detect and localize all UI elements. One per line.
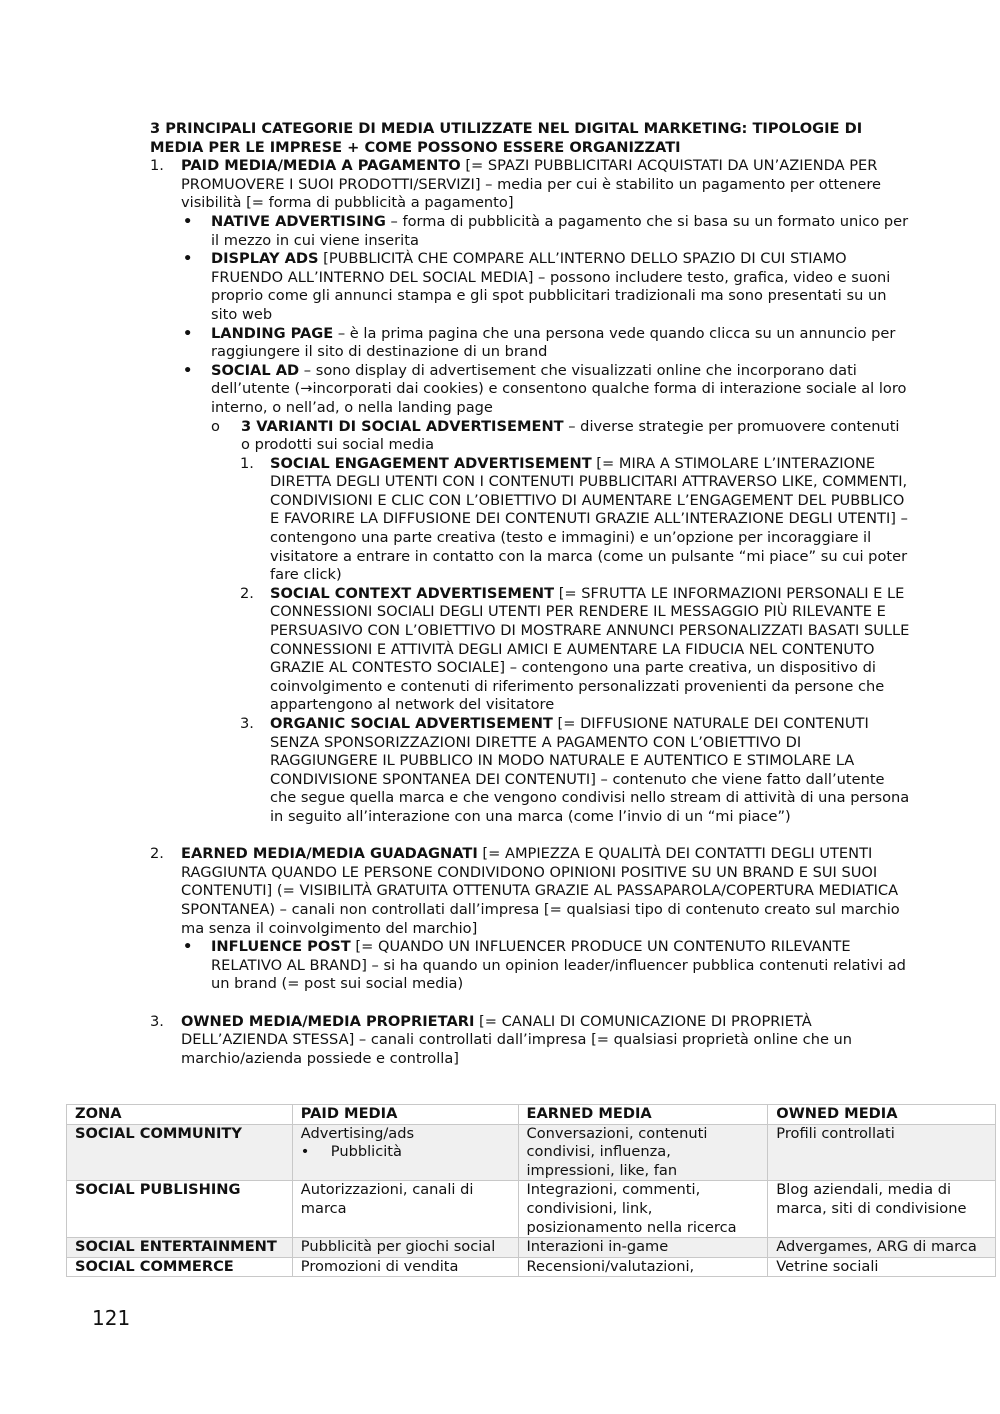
bullet-native-advertising [150,213,910,250]
item-number: 2. [150,845,164,863]
zone-cell: SOCIAL ENTERTAINMENT [67,1238,293,1258]
variant-heading: SOCIAL ENGAGEMENT ADVERTISEMENT [270,454,592,472]
owned-media-text: [= CANALI DI COMUNICAZIONE DI PROPRIETÀ DELL’AZIENDA STESSA] – canali controllati dall’impresa [= qualsiasi proprietà online che un marchio/azienda possiede e controlla] [181,1012,853,1067]
paid-cell: Autorizzazioni, canali di marca [292,1181,518,1238]
bullet-icon: • [183,938,193,956]
variants-heading: 3 VARIANTI DI SOCIAL ADVERTISEMENT [241,417,564,435]
paid-cell: Pubblicità per giochi social [292,1238,518,1258]
paid-media-heading: PAID MEDIA/MEDIA A PAGAMENTO [181,157,461,175]
paid-cell [292,1124,518,1181]
variant-text: [= MIRA A STIMOLARE L’INTERAZIONE DIRETTA DEGLI UTENTI CON I CONTENUTI PUBBLICITARI ATTRAVERSO LIKE, COMMENTI, CONDIVISIONI E CLIC CON L’OBIETTIVO DI AUMENTARE L’ENGAGEMENT DEL PUBBLICO E FAVORIRE LA DIFFUSIONE DEI CONTENUTI GRAZIE ALL’INTERAZIONE DEGLI UTENTI] – contengono una parte creativa (testo e immagini) e un’opzione per incoraggiare il visitatore a entrare in contatto con la marca (come un pulsante “mi piace” su cui poter fare click) [270,454,908,584]
variant-heading: ORGANIC SOCIAL ADVERTISEMENT [270,715,553,732]
bullet-icon: • [183,361,193,379]
bullet-text: – è la prima pagina che una persona vede quando clicca su un annuncio per raggiungere il sito di destinazione di un brand [211,324,896,361]
bullet-heading: DISPLAY ADS [211,250,319,268]
bullet-display-ads [150,250,910,324]
bullet-landing-page [150,325,910,362]
variant-text: [= DIFFUSIONE NATURALE DEI CONTENUTI SENZA SPONSORIZZAZIONI DIRETTE A PAGAMENTO CON L’OBIETTIVO DI RAGGIUNGERE IL PUBBLICO IN MODO NATURALE E AUTENTICO E STIMOLARE LA CONDIVISIONE SPONTANEA DEI CONTENUTI] – contenuto che viene fatto dall’utente che segue quella marca e che vengono condivisi nello stream di attività di una persona in seguito all’interazione con una marca (come l’invio di un “mi piace”) [270,715,910,825]
item-number: 1. [150,157,164,175]
zone-cell: SOCIAL COMMERCE [67,1257,293,1277]
table-row [67,1257,996,1277]
variant-item [150,455,910,585]
bullet-heading: SOCIAL AD [211,361,300,379]
owned-cell: Advergames, ARG di marca [768,1238,996,1258]
bullet-text: [= QUANDO UN INFLUENCER PRODUCE UN CONTENUTO RILEVANTE RELATIVO AL BRAND] – si ha quando un opinion leader/influencer pubblica contenuti relativi ad un brand (= post sui social media) [211,938,906,993]
earned-cell: Interazioni in-game [518,1238,768,1258]
zone-cell: SOCIAL PUBLISHING [67,1181,293,1238]
owned-cell: Profili controllati [768,1124,996,1181]
bullet-icon: • [183,324,193,342]
earned-media-heading: EARNED MEDIA/MEDIA GUADAGNATI [181,845,478,863]
earned-cell: Conversazioni, contenuti condivisi, influenza, impressioni, like, fan [518,1124,768,1181]
bullet-text: – sono display di advertisement che visualizzati online che incorporano dati dell’utente (→incorporati dai cookies) e consentono qualche forma di interazione sociale al loro interno, o nell’ad, o nella landing page [211,361,907,416]
bullet-heading: INFLUENCE POST [211,938,351,956]
table-row [67,1181,996,1238]
paid-media-item [150,157,910,213]
document-body [150,120,910,1068]
table-row [67,1124,996,1181]
bullet-text: – forma di pubblicità a pagamento che si basa su un formato unico per il mezzo in cui viene inserita [211,212,909,249]
bullet-influence-post [150,938,910,994]
variant-heading: SOCIAL CONTEXT ADVERTISEMENT [270,584,555,602]
bullet-heading: NATIVE ADVERTISING [211,212,386,230]
header-cell: EARNED MEDIA [518,1105,768,1125]
page-number: 121 [92,1306,131,1330]
earned-cell: Integrazioni, commenti, condivisioni, link, posizionamento nella ricerca [518,1181,768,1238]
header-cell: OWNED MEDIA [768,1105,996,1125]
item-number: 1. [240,454,254,472]
item-number: 3. [240,715,254,732]
cell-bullet-text: Pubblicità [330,1143,402,1161]
bullet-social-ad [150,362,910,418]
bullet-icon: • [300,1143,310,1161]
table-row [67,1238,996,1258]
paid-cell: Promozioni di vendita [292,1257,518,1277]
owned-media-heading: OWNED MEDIA/MEDIA PROPRIETARI [181,1012,475,1030]
cell-bullet-item [301,1143,510,1162]
variant-text: [= SFRUTTA LE INFORMAZIONI PERSONALI E LE CONNESSIONI SOCIALI DEGLI UTENTI PER RENDERE IL MESSAGGIO PIÙ RILEVANTE E PERSUASIVO CON L’OBIETTIVO DI MOSTRARE ANNUNCI PERSONALIZZATI BASATI SULLE CONNESSIONI E ATTIVITÀ DEGLI AMICI E AUMENTARE LA FIDUCIA NEL CONTENUTO GRAZIE AL CONTESTO SOCIALE] – contengono una parte creativa, un dispositivo di coinvolgimento e contenuti di riferimento personalizzati provenienti da persone che appartengono al network del visitatore [270,584,910,714]
bullet-icon: • [183,212,193,230]
earned-cell: Recensioni/valutazioni, [518,1257,768,1277]
zone-cell: SOCIAL COMMUNITY [67,1124,293,1181]
owned-cell: Vetrine sociali [768,1257,996,1277]
header-cell: PAID MEDIA [292,1105,518,1125]
earned-media-item [150,845,910,938]
bullet-heading: LANDING PAGE [211,324,334,342]
table-header-row [67,1105,996,1125]
variant-item [150,585,910,715]
item-number: 2. [240,584,254,602]
item-number: 3. [150,1012,164,1030]
owned-media-item [150,1013,910,1069]
sub-bullet-icon: o [211,417,220,435]
section-title: 3 PRINCIPALI CATEGORIE DI MEDIA UTILIZZATE NEL DIGITAL MARKETING: TIPOLOGIE DI MEDIA PER LE IMPRESE + COME POSSONO ESSERE ORGANIZZATI [150,120,863,156]
variant-item [150,715,910,827]
header-cell: ZONA [67,1105,293,1125]
variants-text: – diverse strategie per promuovere contenuti o prodotti sui social media [241,417,900,454]
owned-cell: Blog aziendali, media di marca, siti di condivisione [768,1181,996,1238]
bullet-icon: • [183,250,193,268]
paid-media-text: [= SPAZI PUBBLICITARI ACQUISTATI DA UN’AZIENDA PER PROMUOVERE I SUOI PRODOTTI/SERVIZI] – media per cui è stabilito un pagamento per ottenere visibilità [= forma di pubblicità a pagamento] [181,157,882,212]
media-zones-table [66,1104,996,1277]
cell-text: Advertising/ads [300,1124,415,1142]
bullet-text: [PUBBLICITÀ CHE COMPARE ALL’INTERNO DELLO SPAZIO DI CUI STIAMO FRUENDO ALL’INTERNO DEL SOCIAL MEDIA] – possono includere testo, grafica, video e suoni proprio come gli annunci stampa e gli spot pubblicitari tradizionali ma sono presentati su un sito web [211,250,891,323]
social-advertisement-variants [150,418,910,455]
earned-media-text: [= AMPIEZZA E QUALITÀ DEI CONTATTI DEGLI UTENTI RAGGIUNTA QUANDO LE PERSONE CONDIVIDONO OPINIONI POSITIVE SU UN BRAND E SUI SUOI CONTENUTI] (= VISIBILITÀ GRATUITA OTTENUTA GRAZIE AL PASSAPAROLA/COPERTURA MEDIATICA SPONTANEA) – canali non controllati dall’impresa [= qualsiasi tipo di contenuto creato sul marchio ma senza il coinvolgimento del marchio] [181,845,900,937]
